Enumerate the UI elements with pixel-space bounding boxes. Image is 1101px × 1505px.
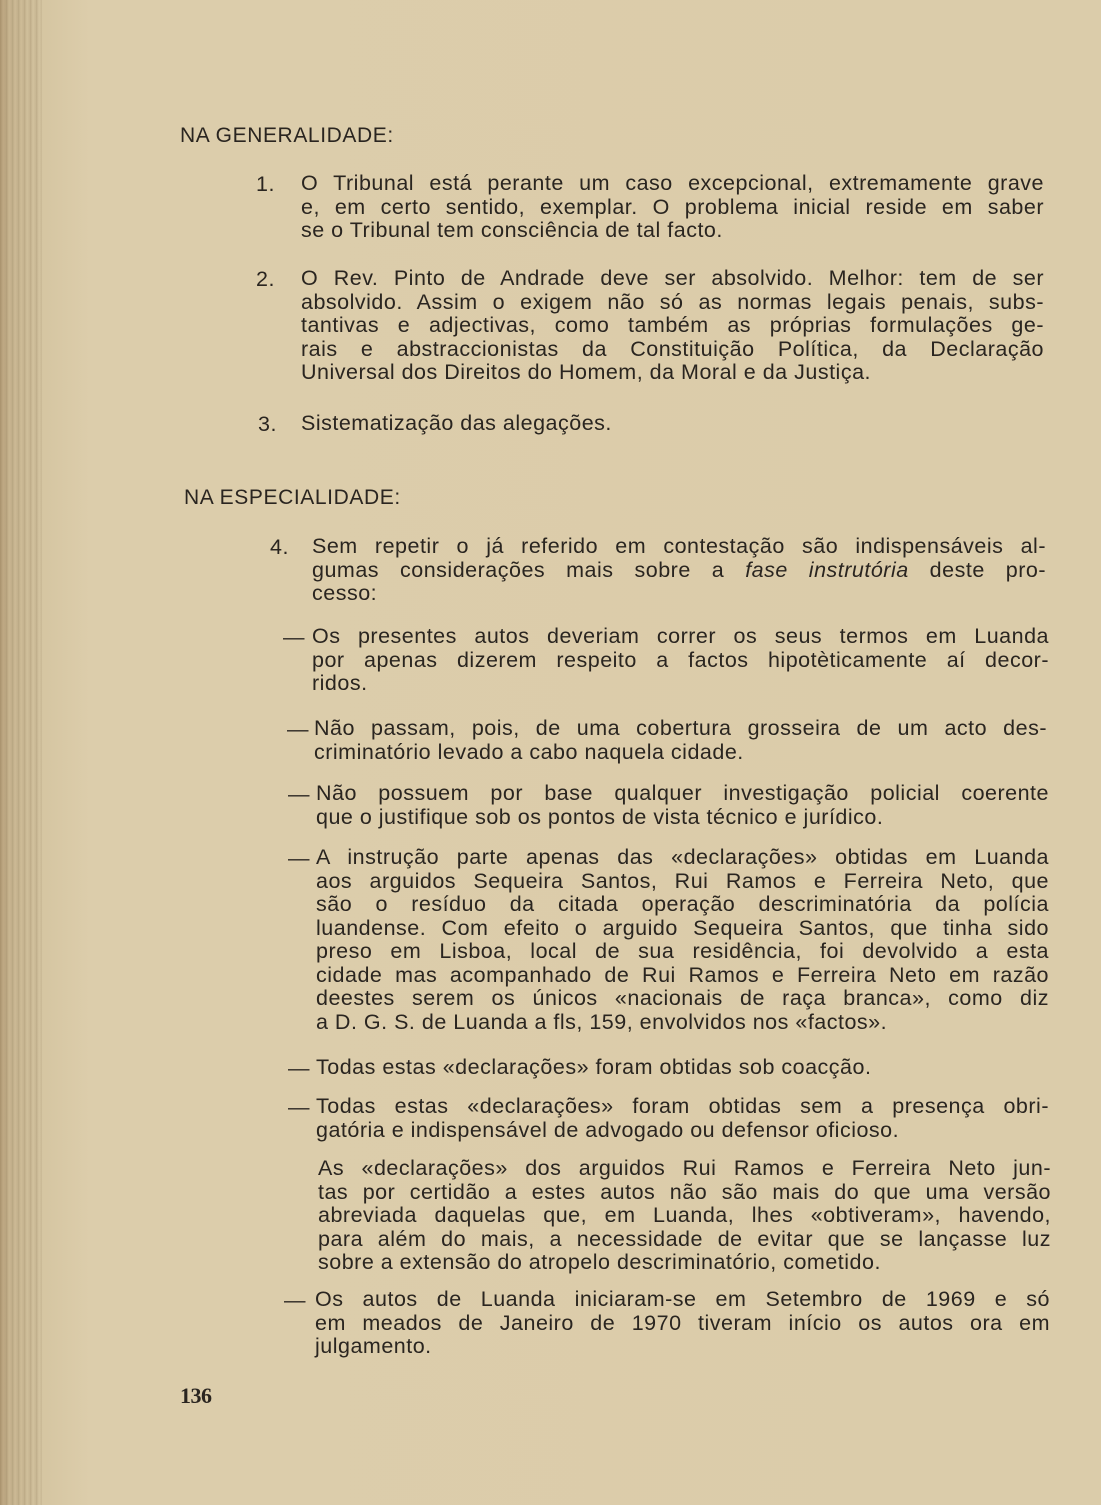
text-line: Os presentes autos deveriam correr os seus termos em Luanda bbox=[312, 624, 1049, 648]
bullet-3-paragraph bbox=[316, 782, 1049, 829]
text-line: para além do mais, a necessidade de evitar que se lançasse luz bbox=[318, 1226, 1051, 1251]
text-line: ridos. bbox=[312, 671, 368, 695]
text-segment: deste pro- bbox=[908, 557, 1046, 582]
text-line: Os autos de Luanda iniciaram-se em Setembro de 1969 e só bbox=[315, 1287, 1050, 1311]
text-line: criminatório levado a cabo naquela cidade. bbox=[314, 739, 744, 764]
item-number-1: 1. bbox=[256, 172, 275, 196]
text-line: abreviada daquelas que, em Luanda, lhes «obtiveram», havendo, bbox=[318, 1203, 1051, 1227]
bullet-5-paragraph bbox=[316, 1056, 871, 1080]
item-3-text: Sistematização das alegações. bbox=[301, 411, 612, 435]
text-line: cesso: bbox=[312, 581, 378, 605]
text-line: se o Tribunal tem consciência de tal facto. bbox=[301, 218, 723, 242]
text-line: preso em Lisboa, local de sua residência, foi devolvido a esta bbox=[316, 939, 1049, 963]
heading-generalidade: NA GENERALIDADE: bbox=[180, 124, 394, 147]
text-line: que o justifique sob os pontos de vista técnico e jurídico. bbox=[316, 804, 884, 829]
text-line bbox=[312, 559, 1046, 583]
em-dash: — bbox=[288, 1095, 310, 1119]
text-line: Não passam, pois, de uma cobertura grosseira de um acto des- bbox=[314, 716, 1047, 740]
text-line: sobre a extensão do atropelo descriminatório, cometido. bbox=[318, 1250, 881, 1274]
em-dash: — bbox=[283, 625, 305, 649]
item-number-2: 2. bbox=[256, 267, 275, 291]
item-4-paragraph bbox=[312, 535, 1046, 606]
item-number-3: 3. bbox=[258, 412, 277, 436]
em-dash: — bbox=[288, 1056, 310, 1080]
page-number: 136 bbox=[180, 1383, 212, 1408]
bullet-2-paragraph bbox=[314, 717, 1047, 764]
text-line: tantivas e adjectivas, como também as próprias formulações ge- bbox=[301, 313, 1044, 337]
paragraph-7 bbox=[318, 1157, 1051, 1275]
italic-term: fase instrutória bbox=[745, 557, 909, 582]
em-dash: — bbox=[288, 782, 310, 806]
bullet-8-paragraph bbox=[315, 1288, 1050, 1359]
text-line: Todas estas «declarações» foram obtidas sob coacção. bbox=[316, 1055, 872, 1079]
em-dash: — bbox=[288, 846, 310, 870]
text-line: O Tribunal está perante um caso excepcional, extremamente grave bbox=[301, 171, 1044, 195]
item-1-paragraph bbox=[301, 172, 1044, 243]
item-2-paragraph bbox=[301, 267, 1044, 385]
heading-especialidade: NA ESPECIALIDADE: bbox=[184, 486, 401, 509]
text-line: deestes serem os únicos «nacionais de raça branca», como diz bbox=[316, 986, 1049, 1010]
text-line: são o resíduo da citada operação descriminatória da polícia bbox=[316, 892, 1049, 916]
text-line: Universal dos Direitos do Homem, da Moral e da Justiça. bbox=[301, 360, 871, 384]
text-line: aos arguidos Sequeira Santos, Rui Ramos e Ferreira Neto, que bbox=[316, 868, 1049, 893]
text-line: julgamento. bbox=[315, 1334, 432, 1358]
item-number-4: 4. bbox=[270, 535, 289, 559]
bullet-4-paragraph bbox=[316, 846, 1049, 1034]
em-dash: — bbox=[284, 1288, 306, 1312]
text-line: absolvido. Assim o exigem não só as normas legais penais, subs- bbox=[301, 289, 1044, 314]
text-line: O Rev. Pinto de Andrade deve ser absolvido. Melhor: tem de ser bbox=[301, 266, 1044, 290]
text-line: rais e abstraccionistas da Constituição Política, da Declaração bbox=[301, 336, 1044, 361]
text-line: cidade mas acompanhado de Rui Ramos e Ferreira Neto em razão bbox=[316, 962, 1049, 987]
text-line: Não possuem por base qualquer investigação policial coerente bbox=[316, 781, 1049, 805]
text-line: a D. G. S. de Luanda a fls, 159, envolvidos nos «factos». bbox=[316, 1009, 888, 1034]
text-line: Todas estas «declarações» foram obtidas sem a presença obri- bbox=[316, 1094, 1049, 1118]
text-line: e, em certo sentido, exemplar. O problema inicial reside em saber bbox=[301, 194, 1044, 219]
text-line: em meados de Janeiro de 1970 tiveram início os autos ora em bbox=[315, 1310, 1050, 1335]
bullet-6-paragraph bbox=[316, 1095, 1049, 1142]
binding-gutter bbox=[0, 0, 42, 1505]
text-line: tas por certidão a estes autos não são mais do que uma versão bbox=[318, 1179, 1051, 1204]
em-dash: — bbox=[287, 717, 309, 741]
text-segment: gumas considerações mais sobre a bbox=[312, 557, 746, 582]
text-line: A instrução parte apenas das «declarações» obtidas em Luanda bbox=[316, 845, 1049, 869]
text-line: As «declarações» dos arguidos Rui Ramos e Ferreira Neto jun- bbox=[318, 1156, 1051, 1180]
text-line: por apenas dizerem respeito a factos hipotèticamente aí decor- bbox=[312, 647, 1049, 672]
text-line: Sem repetir o já referido em contestação são indispensáveis al- bbox=[312, 534, 1046, 558]
text-line: gatória e indispensável de advogado ou defensor oficioso. bbox=[316, 1117, 900, 1142]
bullet-1-paragraph bbox=[312, 625, 1049, 696]
text-line: luandense. Com efeito o arguido Sequeira Santos, que tinha sido bbox=[316, 915, 1049, 940]
